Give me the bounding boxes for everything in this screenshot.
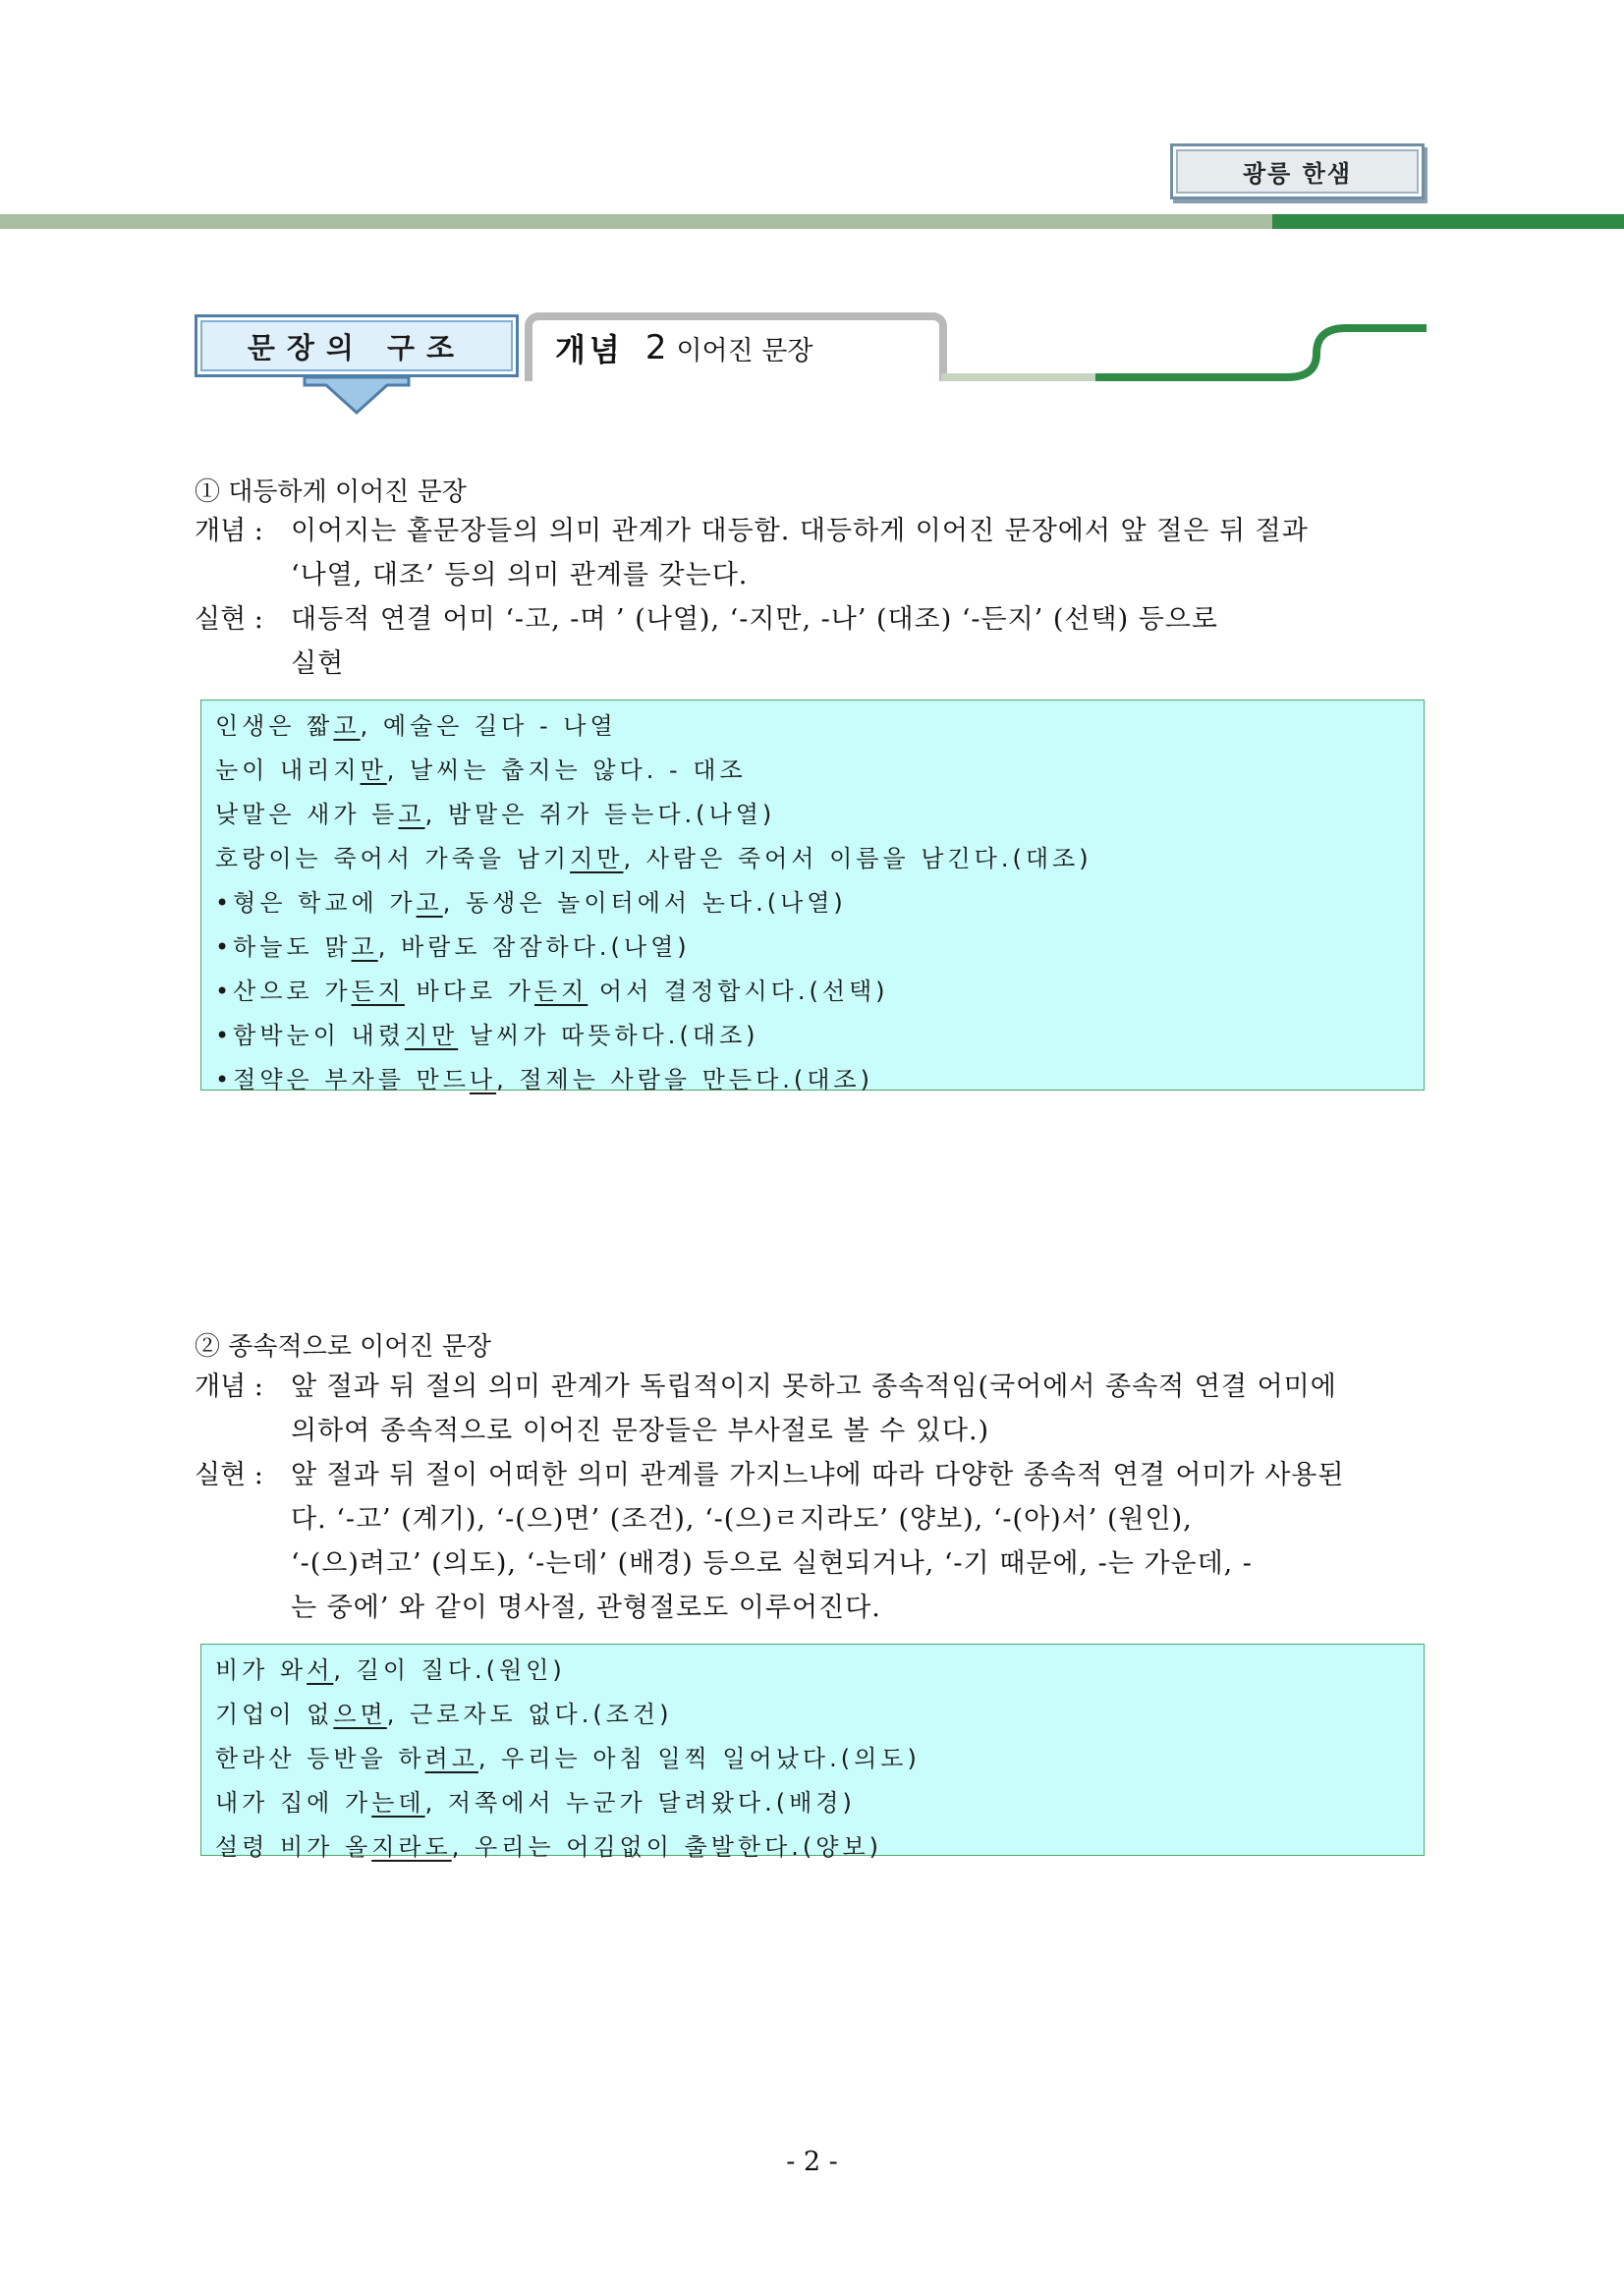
definition-line: 이어지는 홑문장들의 의미 관계가 대등함. 대등하게 이어진 문장에서 앞 절은 뒤 절과 bbox=[291, 516, 1309, 546]
part2-heading: ② 종속적으로 이어진 문장 bbox=[195, 1332, 491, 1362]
sentence-text: , 날씨는 춥지는 않다. - 대조 bbox=[386, 756, 747, 784]
connective-ending: 지만 bbox=[570, 845, 624, 872]
connective-ending: 든지 bbox=[351, 978, 405, 1005]
connective-ending: 는데 bbox=[371, 1789, 425, 1817]
sentence-text: , 길이 질다.(원인) bbox=[333, 1656, 566, 1684]
sentence-text: , 밤말은 쥐가 듣는다.(나열) bbox=[424, 801, 776, 828]
connective-ending: 려고 bbox=[424, 1745, 478, 1772]
sentence-text: , 사람은 죽어서 이름을 남긴다.(대조) bbox=[623, 845, 1092, 872]
header-badge: 광릉 한샘 bbox=[1170, 143, 1425, 199]
realization-label: 실현 : bbox=[195, 1460, 263, 1490]
connective-ending: 서 bbox=[307, 1656, 334, 1684]
down-arrow-icon bbox=[293, 373, 420, 419]
example-sentence bbox=[215, 1825, 1410, 1870]
sentence-text: 호랑이는 죽어서 가죽을 남기 bbox=[215, 845, 571, 872]
realization-line: 다. ‘-고’ (계기), ‘-(으)면’ (조건), ‘-(으)ㄹ지라도’ (양보), ‘-(아)서’ (원인), bbox=[291, 1504, 1193, 1535]
concept-subtitle: 이어진 문장 bbox=[676, 335, 813, 366]
sentence-text: , 우리는 어김없이 출발한다.(양보) bbox=[451, 1833, 883, 1861]
sentence-text: 비가 와 bbox=[215, 1656, 308, 1684]
realization-line: 는 중에’ 와 같이 명사절, 관형절로도 이루어진다. bbox=[291, 1593, 881, 1623]
definition-line: 앞 절과 뒤 절의 의미 관계가 독립적이지 못하고 종속적임(국어에서 종속적 연결 어미에 bbox=[291, 1372, 1337, 1402]
realization-text bbox=[291, 597, 1430, 686]
header-rule-accent bbox=[1272, 214, 1624, 229]
part1-heading: ① 대등하게 이어진 문장 bbox=[195, 477, 467, 507]
connective-ending: 지라도 bbox=[371, 1833, 452, 1861]
connective-ending: 든지 bbox=[533, 978, 588, 1005]
example-sentence bbox=[215, 925, 1410, 970]
connective-ending: 고 bbox=[351, 933, 378, 961]
example-box-2 bbox=[200, 1644, 1425, 1861]
example-sentence bbox=[215, 970, 1410, 1014]
sentence-text: , 우리는 아침 일찍 일어났다.(의도) bbox=[477, 1745, 921, 1772]
concept-number: 2 bbox=[644, 328, 667, 367]
definition-label: 개념 : bbox=[195, 516, 263, 546]
sentence-text: •형은 학교에 가 bbox=[215, 889, 417, 917]
example-sentence bbox=[215, 704, 1410, 749]
sentence-text: 내가 집에 가 bbox=[215, 1789, 372, 1817]
sentence-text: , 근로자도 없다.(조건) bbox=[386, 1701, 673, 1728]
example-sentence bbox=[215, 1737, 1410, 1781]
example-sentence bbox=[215, 1014, 1410, 1058]
definition-label: 개념 : bbox=[195, 1372, 263, 1402]
connective-ending: 고 bbox=[416, 889, 443, 917]
realization-line: 앞 절과 뒤 절이 어떠한 의미 관계를 가지느냐에 따라 다양한 종속적 연결 어미가 사용된 bbox=[291, 1460, 1345, 1490]
sentence-text: 어서 결정합시다.(선택) bbox=[588, 978, 889, 1005]
example-sentence bbox=[215, 1649, 1410, 1693]
sentence-text: 낮말은 새가 듣 bbox=[215, 801, 399, 828]
sentence-text: •절약은 부자를 만드 bbox=[215, 1066, 470, 1093]
example-sentence bbox=[215, 749, 1410, 793]
sentence-text: 바다로 가 bbox=[404, 978, 534, 1005]
concept-title bbox=[555, 320, 812, 375]
sentence-text: 눈이 내리지 bbox=[215, 756, 361, 784]
connective-ending: 나 bbox=[469, 1066, 497, 1093]
example-sentence bbox=[215, 1693, 1410, 1737]
definition-text bbox=[291, 1365, 1430, 1453]
realization-label: 실현 : bbox=[195, 604, 263, 635]
realization-text bbox=[291, 1453, 1430, 1630]
definition-text bbox=[291, 509, 1430, 597]
sentence-text: 인생은 짧 bbox=[215, 712, 334, 740]
definition-line: 의하여 종속적으로 이어진 문장들은 부사절로 볼 수 있다.) bbox=[291, 1416, 990, 1446]
connective-ending: 고 bbox=[333, 712, 361, 740]
realization-line: ‘-(으)려고’ (의도), ‘-는데’ (배경) 등으로 실현되거나, ‘-기 때문에, -는 가운데, - bbox=[291, 1548, 1253, 1579]
sentence-text: , 바람도 잠잠하다.(나열) bbox=[377, 933, 691, 961]
connective-ending: 지만 bbox=[404, 1022, 459, 1049]
sentence-text: , 절제는 사람을 만든다.(대조) bbox=[496, 1066, 873, 1093]
part2-definition bbox=[195, 1365, 1430, 1630]
sentence-text: 한라산 등반을 하 bbox=[215, 1745, 425, 1772]
example-sentence bbox=[215, 1781, 1410, 1825]
definition-line: ‘나열, 대조’ 등의 의미 관계를 갖는다. bbox=[291, 560, 749, 590]
sentence-text: , 저쪽에서 누군가 달려왔다.(배경) bbox=[424, 1789, 856, 1817]
example-sentence bbox=[215, 837, 1410, 881]
section-title-box: 문장의 구조 bbox=[195, 314, 519, 377]
sentence-text: , 예술은 길다 - 나열 bbox=[360, 712, 617, 740]
sentence-text: 설령 비가 올 bbox=[215, 1833, 372, 1861]
page-number: - 2 - bbox=[786, 2147, 838, 2177]
connective-ending: 고 bbox=[398, 801, 425, 828]
header-rule bbox=[0, 214, 1272, 229]
sentence-text: 기업이 없 bbox=[215, 1701, 334, 1728]
sentence-text: •함박눈이 내렸 bbox=[215, 1022, 405, 1049]
example-sentence bbox=[215, 881, 1410, 925]
sentence-text: , 동생은 놀이터에서 논다.(나열) bbox=[442, 889, 847, 917]
sentence-text: •하늘도 맑 bbox=[215, 933, 352, 961]
concept-label: 개념 bbox=[555, 331, 624, 368]
sentence-text: 날씨가 따뜻하다.(대조) bbox=[458, 1022, 759, 1049]
sentence-text: •산으로 가 bbox=[215, 978, 352, 1005]
example-sentence bbox=[215, 793, 1410, 837]
realization-line: 실현 bbox=[291, 648, 345, 679]
connective-ending: 으면 bbox=[333, 1701, 387, 1728]
part1-definition bbox=[195, 509, 1430, 686]
example-sentence bbox=[215, 1058, 1410, 1102]
realization-line: 대등적 연결 어미 ‘-고, -며 ’ (나열), ‘-지만, -나’ (대조) ‘-든지’ (선택) 등으로 bbox=[291, 604, 1218, 635]
connective-ending: 만 bbox=[360, 756, 387, 784]
example-box-1 bbox=[200, 700, 1425, 1091]
